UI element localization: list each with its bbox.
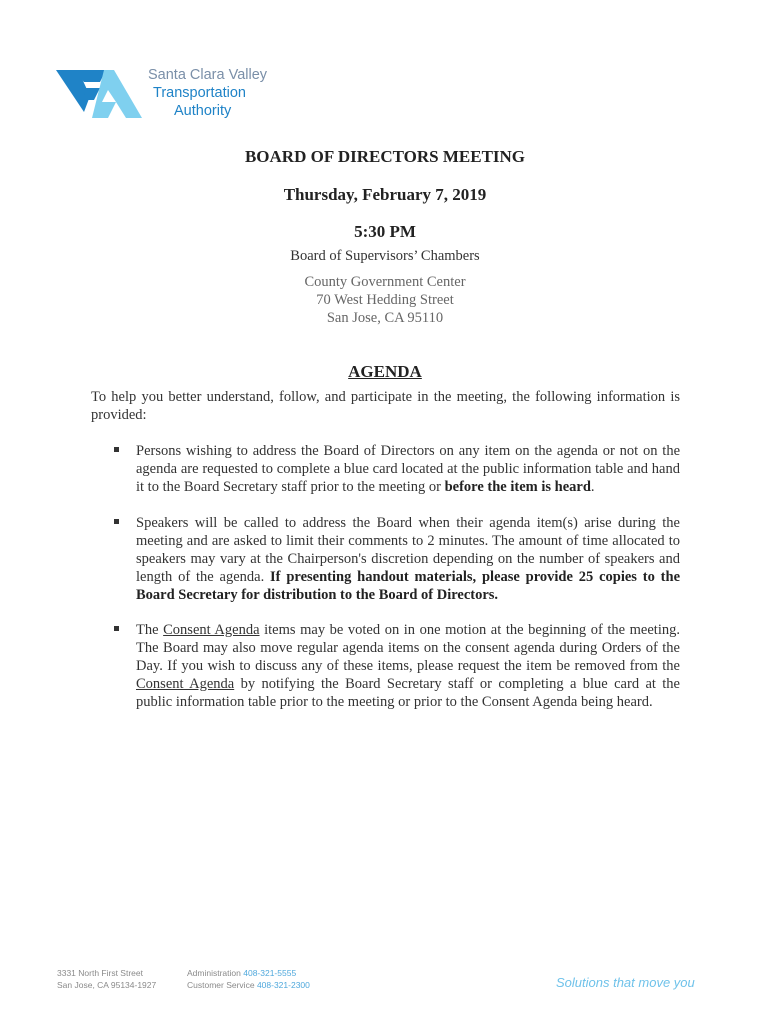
logo-line-1: Santa Clara Valley <box>148 67 268 83</box>
footer-customer-service: Customer Service 408-321-2300 <box>187 980 310 990</box>
agenda-intro: To help you better understand, follow, and participate in the meeting, the following information is provided: <box>91 389 680 423</box>
admin-phone: 408-321-5555 <box>243 968 297 978</box>
logo-wordmark <box>148 66 288 120</box>
bullet-text: The Consent Agenda items may be voted on in one motion at the beginning of the meeting. The Board may also move regular agenda items on the consent agenda during Orders of the Day. If you wish to discuss any of these items, please request the item be removed from the Consent Agenda by notifying the Board Secretary staff or completing a blue card at the public information table prior to the meeting or prior to the Consent Agenda being heard. <box>136 622 680 710</box>
consent-agenda-underline: Consent Agenda <box>163 622 260 638</box>
agenda-heading-text: AGENDA <box>348 362 422 381</box>
footer-tagline: Solutions that move you <box>556 975 695 990</box>
bullet-text: Speakers will be called to address the Board when their agenda item(s) arise during the meeting and are asked to limit their comments to 2 minutes. The amount of time allocated to speakers may vary at the Chairperson's discretion depending on the number of speakers and length of the agenda. If presenting handout materials, please provide 25 copies to the Board Secretary for distribution to the Board of Directors. <box>136 515 680 603</box>
meeting-venue: Board of Supervisors’ Chambers <box>290 248 480 264</box>
footer-street: 3331 North First Street <box>57 968 143 978</box>
footer-city: San Jose, CA 95134-1927 <box>57 980 157 990</box>
bold-text: before the item is heard <box>444 479 591 495</box>
consent-agenda-underline: Consent Agenda <box>136 676 235 692</box>
bullet-icon <box>114 447 119 452</box>
meeting-title: BOARD OF DIRECTORS MEETING <box>244 147 526 166</box>
customer-service-phone: 408-321-2300 <box>256 980 310 990</box>
bold-text: If presenting handout materials, please provide 25 copies to the Board Secretary for distribution to the Board of Directors. <box>136 569 680 603</box>
agenda-heading <box>0 362 770 382</box>
address-line-2: 70 West Hedding Street <box>316 292 454 308</box>
logo-line-3: Authority <box>174 103 232 119</box>
footer-contacts <box>187 967 310 991</box>
meeting-address <box>0 273 770 327</box>
footer-admin: Administration 408-321-5555 <box>187 968 297 978</box>
vta-logo <box>56 64 276 124</box>
address-line-1: County Government Center <box>304 274 466 290</box>
meeting-time: 5:30 PM <box>354 222 416 241</box>
logo-line-2: Transportation <box>153 85 246 101</box>
bullet-text: Persons wishing to address the Board of Directors on any item on the agenda or not on the agenda are requested to complete a blue card located at the public information table and hand it to the Board Secretary staff prior to the meeting or before the item is heard. <box>136 443 680 495</box>
address-line-3: San Jose, CA 95110 <box>326 310 444 326</box>
footer-address <box>57 967 156 991</box>
vta-logo-mark-icon <box>56 68 146 120</box>
bullet-icon <box>114 626 119 631</box>
bullet-icon <box>114 519 119 524</box>
meeting-date: Thursday, February 7, 2019 <box>283 185 487 204</box>
